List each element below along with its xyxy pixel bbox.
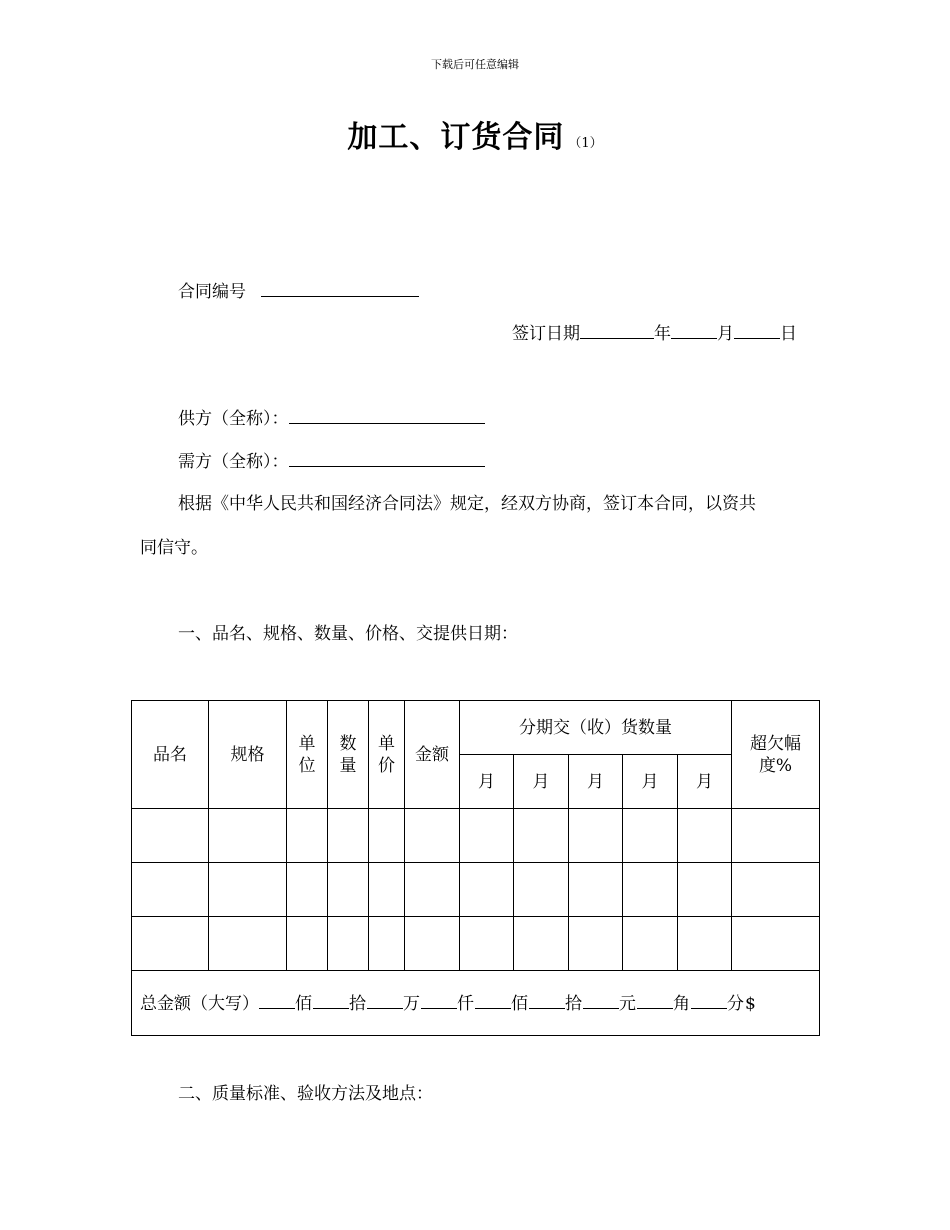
table-cell[interactable] bbox=[287, 917, 328, 971]
table-cell[interactable] bbox=[328, 863, 369, 917]
header-unit bbox=[287, 701, 328, 809]
header-month: 月 bbox=[514, 755, 569, 809]
section-1-heading: 一、品名、规格、数量、价格、交提供日期： bbox=[178, 624, 518, 644]
table-cell[interactable] bbox=[328, 917, 369, 971]
document-title bbox=[0, 112, 950, 156]
table-row bbox=[132, 809, 820, 863]
table-cell[interactable] bbox=[132, 863, 209, 917]
table-cell[interactable] bbox=[132, 809, 209, 863]
total-amount-row bbox=[132, 971, 820, 1036]
table-row bbox=[132, 863, 820, 917]
order-table bbox=[131, 700, 820, 1036]
intro-line-1: 根据《中华人民共和国经济合同法》规定，经双方协商，签订本合同，以资共 bbox=[178, 494, 756, 514]
table-cell[interactable] bbox=[732, 809, 820, 863]
table-cell[interactable] bbox=[328, 809, 369, 863]
signing-date-day-label: 日 bbox=[780, 324, 797, 344]
table-cell[interactable] bbox=[514, 809, 569, 863]
header-spec: 规格 bbox=[209, 701, 287, 809]
buyer-row bbox=[178, 447, 485, 472]
header-unit-price-char-2: 价 bbox=[378, 755, 395, 776]
page-header-note: 下载后可任意编辑 bbox=[431, 58, 519, 71]
table-cell[interactable] bbox=[623, 809, 678, 863]
table-header-row-1 bbox=[132, 701, 820, 755]
supplier-row bbox=[178, 404, 485, 429]
header-month: 月 bbox=[623, 755, 678, 809]
table-cell[interactable] bbox=[514, 917, 569, 971]
contract-number-row bbox=[178, 277, 419, 302]
table-cell[interactable] bbox=[287, 863, 328, 917]
table-cell[interactable] bbox=[460, 863, 514, 917]
header-installment: 分期交（收）货数量 bbox=[460, 701, 732, 755]
table-cell[interactable] bbox=[732, 863, 820, 917]
table-cell[interactable] bbox=[460, 809, 514, 863]
total-amount-cell bbox=[132, 971, 820, 1036]
total-unit: 角 bbox=[673, 993, 690, 1014]
total-unit: 拾 bbox=[565, 993, 582, 1014]
table-cell[interactable] bbox=[287, 809, 328, 863]
table-cell[interactable] bbox=[678, 917, 732, 971]
table-cell[interactable] bbox=[209, 917, 287, 971]
total-blank[interactable] bbox=[583, 992, 619, 1009]
total-blank[interactable] bbox=[637, 992, 673, 1009]
table-cell[interactable] bbox=[569, 809, 623, 863]
header-quantity-char-2: 量 bbox=[339, 755, 357, 776]
table-cell[interactable] bbox=[405, 917, 460, 971]
total-blank[interactable] bbox=[367, 992, 403, 1009]
table-cell[interactable] bbox=[569, 917, 623, 971]
total-blank[interactable] bbox=[529, 992, 565, 1009]
table-cell[interactable] bbox=[369, 809, 405, 863]
table-cell[interactable] bbox=[405, 863, 460, 917]
table-cell[interactable] bbox=[623, 863, 678, 917]
header-unit-char-1: 单 bbox=[298, 733, 316, 754]
table-cell[interactable] bbox=[209, 863, 287, 917]
contract-number-field[interactable] bbox=[261, 278, 419, 297]
intro-line-2: 同信守。 bbox=[140, 538, 208, 558]
header-quantity-char-1: 数 bbox=[339, 733, 357, 754]
signing-date-day-field[interactable] bbox=[734, 320, 780, 339]
signing-date-label: 签订日期 bbox=[512, 324, 580, 344]
table-cell[interactable] bbox=[514, 863, 569, 917]
total-unit: 佰 bbox=[511, 993, 528, 1014]
total-blank[interactable] bbox=[475, 992, 511, 1009]
table-row bbox=[132, 917, 820, 971]
buyer-name-field[interactable] bbox=[289, 448, 485, 467]
signing-date-month-label: 月 bbox=[717, 324, 734, 344]
total-unit: 分 bbox=[727, 993, 744, 1014]
supplier-label: 供方（全称）： bbox=[178, 409, 289, 429]
total-unit: 佰 bbox=[295, 993, 312, 1014]
header-month: 月 bbox=[569, 755, 623, 809]
table-cell[interactable] bbox=[678, 809, 732, 863]
total-blank[interactable] bbox=[313, 992, 349, 1009]
total-unit: 拾 bbox=[349, 993, 366, 1014]
signing-date-month-field[interactable] bbox=[671, 320, 717, 339]
table-cell[interactable] bbox=[678, 863, 732, 917]
section-2-heading: 二、质量标准、验收方法及地点： bbox=[178, 1084, 433, 1104]
buyer-label: 需方（全称）： bbox=[178, 452, 289, 472]
header-unit-price-char-1: 单 bbox=[378, 733, 395, 754]
header-tolerance-line-1: 超欠幅 bbox=[750, 733, 802, 754]
supplier-name-field[interactable] bbox=[289, 405, 485, 424]
header-unit-char-2: 位 bbox=[298, 755, 316, 776]
table-cell[interactable] bbox=[209, 809, 287, 863]
table-cell[interactable] bbox=[132, 917, 209, 971]
signing-date-year-label: 年 bbox=[654, 324, 671, 344]
header-amount: 金额 bbox=[405, 701, 460, 809]
title-suffix: （1） bbox=[568, 136, 603, 151]
table-cell[interactable] bbox=[569, 863, 623, 917]
total-unit: 元 bbox=[619, 993, 636, 1014]
signing-date-year-field[interactable] bbox=[580, 320, 654, 339]
table-cell[interactable] bbox=[460, 917, 514, 971]
title-main: 加工、订货合同 bbox=[347, 120, 565, 155]
header-month: 月 bbox=[678, 755, 732, 809]
table-cell[interactable] bbox=[369, 863, 405, 917]
table-cell[interactable] bbox=[732, 917, 820, 971]
total-unit: 仟 bbox=[457, 993, 474, 1014]
signing-date-row bbox=[512, 319, 797, 344]
table-cell[interactable] bbox=[405, 809, 460, 863]
total-amount-label: 总金额（大写） bbox=[140, 993, 259, 1014]
table-cell[interactable] bbox=[623, 917, 678, 971]
header-tolerance bbox=[732, 701, 820, 809]
total-blank[interactable] bbox=[691, 992, 727, 1009]
header-month: 月 bbox=[460, 755, 514, 809]
currency-symbol: $ bbox=[745, 993, 756, 1014]
contract-number-label: 合同编号 bbox=[178, 282, 246, 302]
header-unit-price bbox=[369, 701, 405, 809]
total-blank[interactable] bbox=[259, 992, 295, 1009]
header-quantity bbox=[328, 701, 369, 809]
table-cell[interactable] bbox=[369, 917, 405, 971]
total-unit: 万 bbox=[403, 993, 420, 1014]
total-blank[interactable] bbox=[421, 992, 457, 1009]
header-name: 品名 bbox=[132, 701, 209, 809]
header-tolerance-line-2: 度% bbox=[758, 755, 793, 776]
